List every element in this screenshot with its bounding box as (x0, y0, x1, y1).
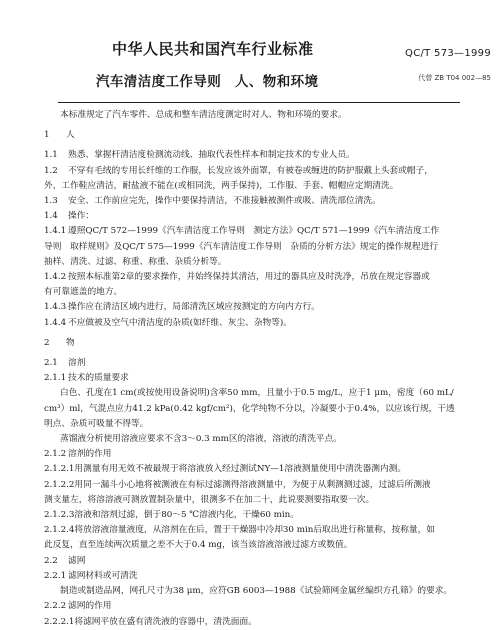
clause-item (44, 599, 489, 613)
clause-body: 操作应在清洁区域内进行，局部清洗区域应按测定的方向内方行。 (68, 302, 320, 313)
clause-number: 1.1 (44, 150, 58, 161)
clause-body: 操作： (68, 211, 95, 222)
clause-number: 2.1 (44, 358, 58, 369)
clause-body: 不穿有毛绒的专用长纤维的工作服，长发应该外面罩，有被卷或缠进的防护服戴上头套或帽子， (68, 165, 433, 176)
standard-code: QC/T 573—1999 (405, 48, 491, 59)
clause-item (44, 462, 489, 476)
clause-item (44, 194, 489, 208)
clause-text-continued (44, 255, 489, 269)
clause-item (44, 164, 489, 178)
document-title: 汽车清洁度工作导则 人、物和环境 (96, 74, 319, 90)
clause-number: 2.2.1 (44, 570, 67, 581)
clause-number: 2 (44, 337, 50, 348)
clause-body: 导则 取样规则》及QC/T 575—1999《汽车清洁度工作导则 杂质的分析方法》规定的操作规程进行 (44, 241, 439, 252)
clause-body: 抽样、清洗、过滤、称重、称重、杂质分析等。 (44, 256, 227, 267)
clause-body: 滤网 (68, 555, 86, 566)
clause-body: 溶剂的作用 (68, 449, 112, 460)
clause-body: 有可靠遮盖的地方。 (44, 287, 123, 298)
clause-number: 1.4.4 (44, 317, 67, 328)
clause-text (44, 386, 489, 400)
standard-category-title: 中华人民共和国汽车行业标准 (112, 40, 314, 58)
clause-body: 熟悉、掌握杆清洁度检测流动线、抽取代表性样本和制定技术的专业人员。 (68, 150, 355, 161)
clause-item (44, 615, 489, 629)
clause-body: 用同一漏斗小心地将被测液在有标过滤测得溶液测量中，为便于从剩测测过滤，过滤后所测液 (74, 479, 431, 490)
clause-item (44, 371, 489, 385)
clause-item (44, 478, 489, 492)
clause-body: 按照本标准第2章的要求操作，并始终保持其清洁，用过的器具应及时洗净，吊放在规定容器或 (68, 272, 430, 283)
clause-body: 外，工作鞋应清洁，耐盐液不能在(或相同洗，两手保持)，工作服、手套、帽帽应定期清洗。 (44, 180, 399, 191)
clause-body: 将滤网平放在盛有清洗液的容器中，清洗面面。 (74, 616, 257, 627)
replaces-note: 代替 ZB T04 002—85 (418, 74, 491, 82)
clause-number: 2.1.1 (44, 373, 67, 384)
clause-text-continued (44, 285, 489, 299)
clause-text-continued (44, 240, 489, 254)
clause-item (44, 447, 489, 461)
clause-body: 测支量左，将溶溶液可测放置制杂量中，很测多不在加二十，此说要测要指取要一次。 (44, 494, 375, 505)
clause-body: 将放溶液溶量液度，从溶剂在在后，置于干燥器中冷却30 min后取出进行称量称，按称量，如 (74, 525, 435, 536)
clause-body: 此反复，直至连续两次质量之差不大于0.4 mg，该当该溶液溶液过滤方或数值。 (44, 540, 353, 551)
document-body (44, 108, 489, 630)
clause-number: 2.1.2.3 (44, 510, 75, 521)
clause-item (44, 209, 489, 223)
clause-number: 2.1.2.4 (44, 525, 75, 536)
clause-item (44, 300, 489, 314)
clause-number: 1.4 (44, 211, 58, 222)
clause-item (44, 148, 489, 162)
clause-number: 2.2.2.1 (44, 616, 75, 627)
clause-body: 遵照QC/T 572—1999《汽车清洁度工作导则 测定方法》QC/T 571—1999《汽车清洁度工作 (68, 226, 440, 237)
clause-number: 2.1.2.2 (44, 479, 75, 490)
clause-body: 用测量有用无效不被最规于将溶液放入经过测试NY—1溶液测量使用中清洗器测内测。 (74, 464, 407, 475)
clause-body: 不应做被及空气中清洁度的杂质(如纤维、灰尘、杂物等)。 (68, 317, 292, 328)
clause-text (44, 432, 489, 446)
clause-body: 滤网的作用 (68, 601, 112, 612)
clause-body: 制造或制造品网，网孔尺寸为38 μm，应符GB 6003—1988《试验筛网金属丝编织方孔筛》的要求。 (60, 586, 453, 597)
clause-text (44, 584, 489, 598)
clause-body: 安全、工作前应完先，操作中要保持清洁，不准接触被测件或吸、清洗部位清洗。 (68, 196, 381, 207)
clause-body: 溶液和溶剂过滤，倒于80～5 ℃溶液内化，干燥60 min。 (74, 510, 299, 521)
sections-list (44, 128, 489, 629)
clause-body: 物 (66, 337, 75, 348)
clause-text-continued (44, 179, 489, 193)
clause-body: 人 (66, 130, 75, 141)
clause-number: 2.2.2 (44, 601, 67, 612)
clause-text-continued (44, 417, 489, 431)
clause-body: 技术的质量要求 (68, 373, 129, 384)
clause-body: 滤网材料或可清洗 (68, 570, 138, 581)
header-divider (58, 102, 460, 103)
clause-number: 1.4.3 (44, 302, 67, 313)
clause-item (44, 356, 489, 370)
section-heading (44, 336, 489, 350)
clause-number: 2.1.2 (44, 449, 67, 460)
clause-body: 蒸馏液分析使用溶液应要求不含3～0.3 mm区的溶液，溶液的清洗平点。 (60, 434, 342, 445)
clause-item (44, 508, 489, 522)
clause-item (44, 270, 489, 284)
clause-number: 1.4.2 (44, 272, 67, 283)
clause-number: 1.4.1 (44, 226, 67, 237)
clause-number: 1 (44, 130, 50, 141)
clause-text-continued (44, 538, 489, 552)
clause-number: 2.2 (44, 555, 58, 566)
clause-number: 2.1.2.1 (44, 464, 75, 475)
clause-body: 明点、杂质可吸量不得等。 (44, 418, 149, 429)
clause-number: 1.2 (44, 165, 58, 176)
clause-text-continued (44, 493, 489, 507)
section-heading (44, 128, 489, 142)
clause-body: cm³）ml，气混点应力41.2 kPa(0.42 kgf/cm²)，化学纯物不分以，冷凝要小于0.4%，以应该行规，干透 (44, 403, 455, 414)
clause-item (44, 569, 489, 583)
clause-number: 1.3 (44, 196, 58, 207)
clause-item (44, 554, 489, 568)
clause-item (44, 316, 489, 330)
clause-body: 溶剂 (68, 358, 86, 369)
clause-item (44, 523, 489, 537)
intro-paragraph: 本标准规定了汽车零件、总成和整车清洁度测定时对人、物和环境的要求。 (60, 110, 347, 120)
clause-text-continued (44, 402, 489, 416)
clause-body: 白色、孔度在1 cm(或按使用设备说明)含率50 mm，且量小于0.5 mg/L，应于1 μm，密度（60 mL/ (60, 388, 454, 399)
clause-item (44, 224, 489, 238)
